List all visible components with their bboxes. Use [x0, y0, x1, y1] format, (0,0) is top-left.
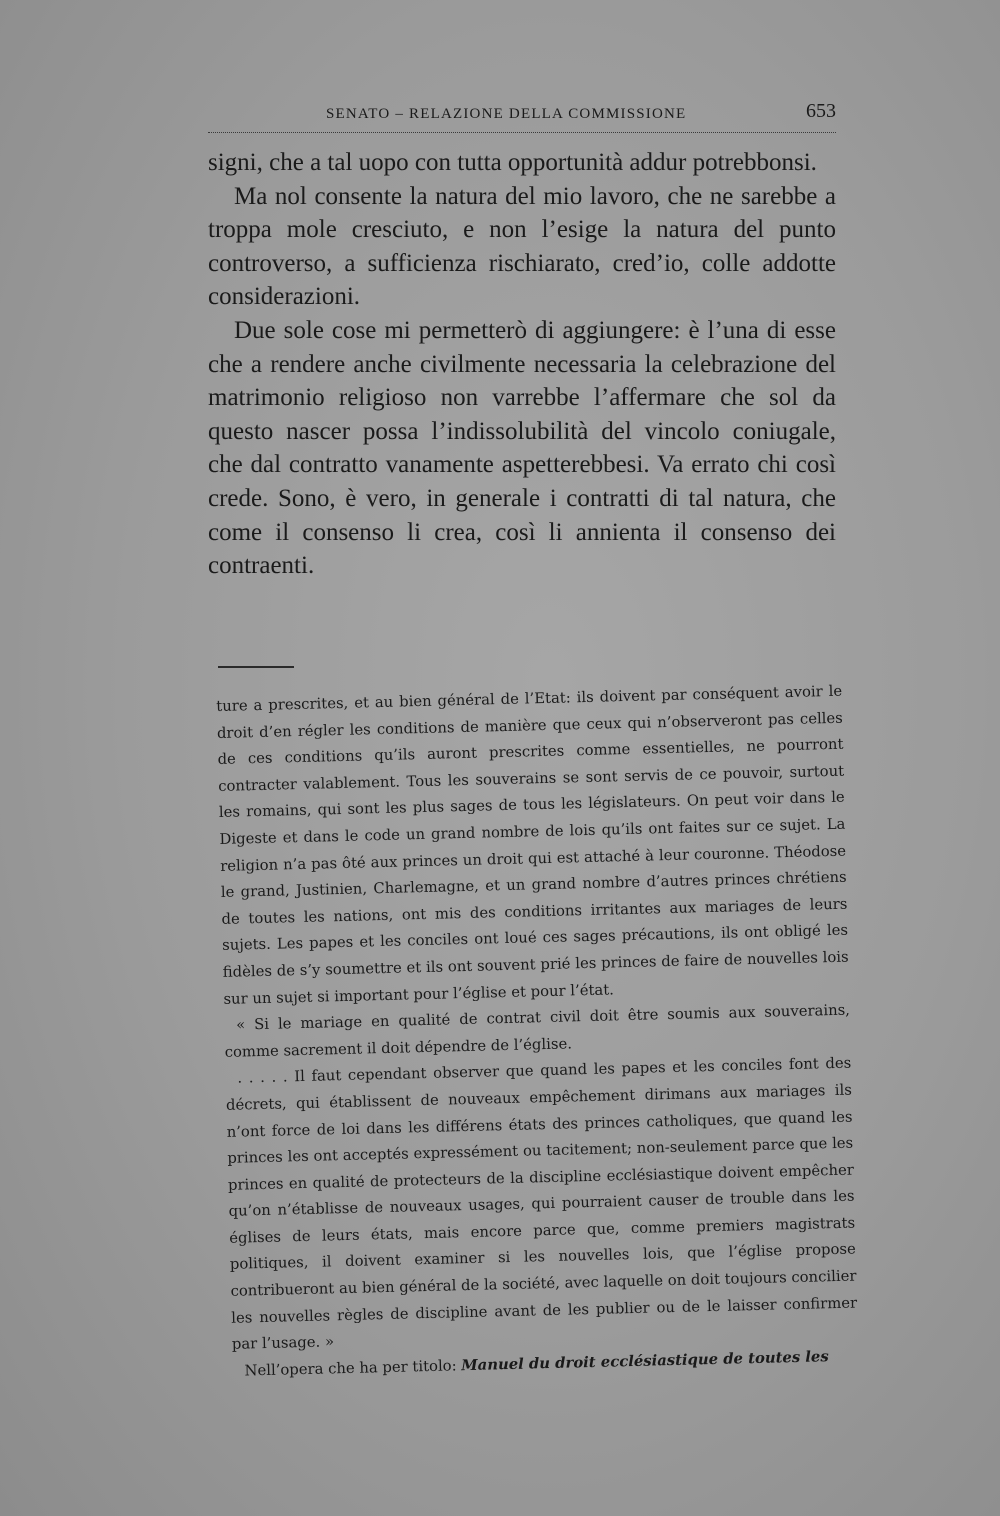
footnote-paragraph-1: ture a prescrites, et au bien général de l’Etat: ils doivent par conséquent avoir le droit d’en régler les conditions de manière que ceux qui n’observeront pas celles de ces conditions qu’ils auront prescrites comme essentielles, ne pourront contracter valablement. Tous les souverains se sont servis de ce pouvoir, surtout les romains, qui sont les plus sages de tous les législateurs. On peut voir dans le Digeste et dans le code un grand nombre de lois qu’ils ont faites sur ce sujet. La religion n’a pas ôté aux princes un droit qui est attaché à leur couronne. Théodose le grand, Justinien, Charlemagne, et un grand nombre d’autres princes chrétiens de toutes les nations, ont mis des conditions irritantes aux mariages de leurs sujets. Les papes et les conciles ont loué ces sages précautions, ils ont obligé les fidèles de s’y soumettre et ils ont souvent prié les princes de faire de nouvelles lois sur un sujet si important pour l’église et pour l’état.	[216, 682, 849, 1008]
footnotes	[216, 679, 859, 1386]
footnote-paragraph-2: « Si le mariage en qualité de contrat civil doit être soumis aux souverains, comme sacrement il doit dépendre de l’église.	[224, 1001, 851, 1061]
main-text	[208, 146, 836, 583]
footnote-book-title: Manuel du droit ecclésiastique de toutes les	[461, 1348, 829, 1375]
footnote-rule	[218, 666, 294, 668]
running-head	[208, 100, 836, 134]
header-rule	[208, 132, 836, 133]
main-paragraph-1: signi, che a tal uopo con tutta opportunità addur potrebbonsi.	[208, 149, 817, 176]
main-paragraph-2: Ma nol consente la natura del mio lavoro, che ne sarebbe a troppa mole cresciuto, e non l’esige la natura del punto controverso, a sufficienza rischiarato, cred’io, colle addotte considerazioni.	[208, 182, 836, 311]
footnote-last-line-prefix: Nell’opera che ha per titolo:	[244, 1357, 462, 1380]
page-number: 653	[806, 100, 836, 122]
main-paragraph-3: Due sole cose mi permetterò di aggiungere: è l’una di esse che a rendere anche civilmente necessaria la celebrazione del matrimonio religioso non varrebbe l’affermare che sol da questo nascer possa l’indissolubilità del vincolo coniugale, che dal contratto vanamente aspetterebbesi. Va errato chi così crede. Sono, è vero, in generale i contratti di tal natura, che come il consenso li crea, così li annienta il consenso dei contraenti.	[208, 316, 836, 580]
footnote-paragraph-3: . . . . . Il faut cependant observer que quand les papes et les conciles font des décrets, qui établissent de nouveaux empêchement dirimans aux mariages ils n’ont force de loi dans les différens états des princes catholiques, que quand les princes les ont acceptés expressément ou tacitement; non-seulement parce que les princes en qualité de protecteurs de la discipline ecclésiastique doivent empêcher qu’on n’établisse de nouveaux usages, qui pourraient causer de trouble dans les églises de leurs états, mais encore parce que, comme premiers magistrats politiques, il doivent examiner si les nouvelles lois, que l’église propose contribueront au bien général de la société, avec laquelle on doit toujours concilier les nouvelles règles de discipline avant de les publier ou de le laisser confirmer par l’usage. »	[225, 1054, 858, 1354]
running-title: SENATO – RELAZIONE DELLA COMMISSIONE	[326, 106, 687, 122]
